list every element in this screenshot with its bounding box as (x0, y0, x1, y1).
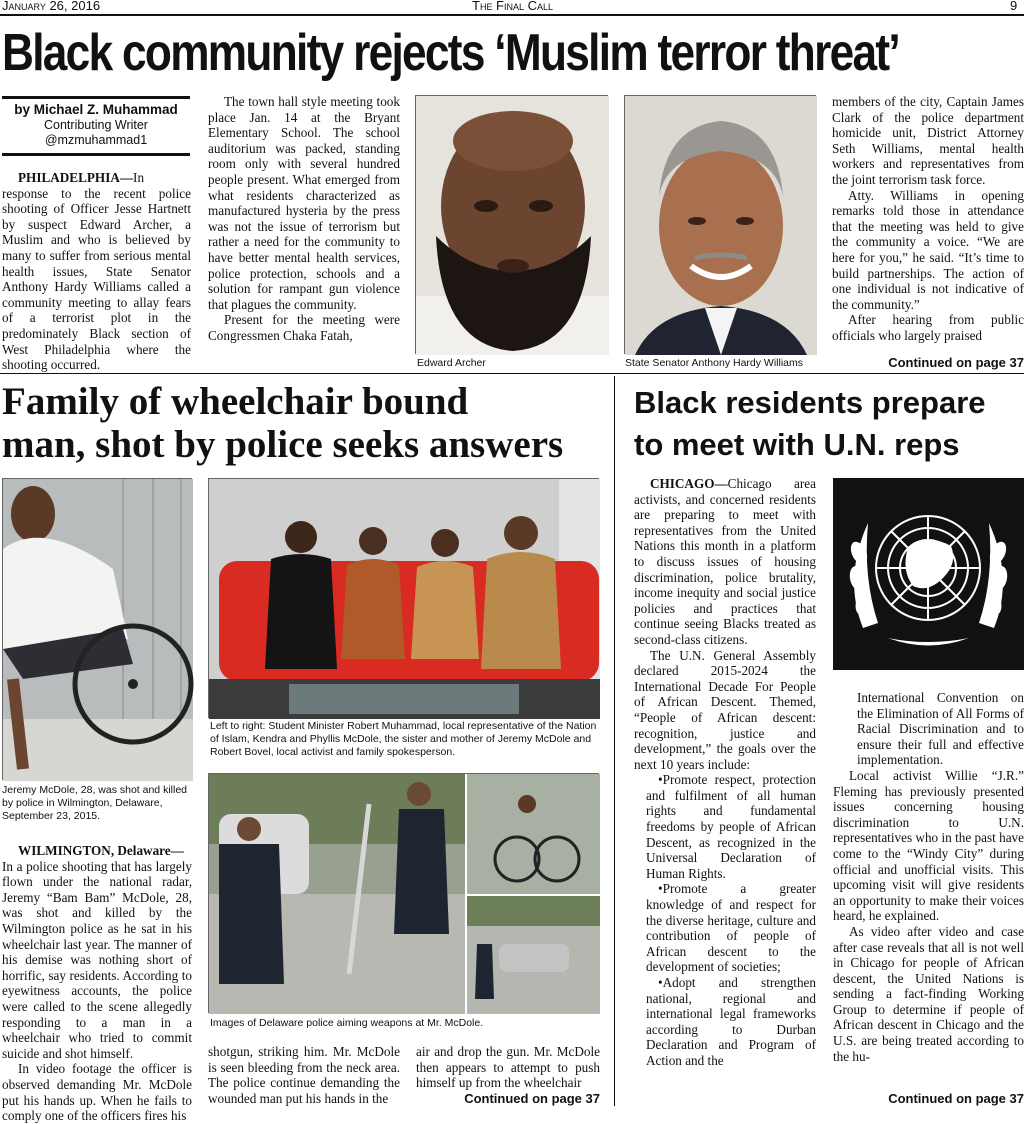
story3-column-1 (634, 476, 816, 1069)
story1-column-2 (208, 94, 400, 344)
police-stills-illustration (209, 774, 600, 1014)
byline-role: Contributing Writer (44, 118, 148, 132)
story1-continued-link[interactable]: Continued on page 37 (888, 355, 1024, 370)
headline-story3-line2: to meet with U.N. reps (634, 427, 960, 462)
story3-text-5: As video after video and case after case reveals that all is not well in Chicago for people of African descent, the United Nations is sending a fact-finding Working Group to determine if people of African descent in Chicago and the U.S. are being treated according to the hu- (833, 923, 1024, 1064)
story1-text-3a: members of the city, Captain James Clark of the police department homicide unit, District Attorney Seth Williams, mental health workers and representatives from the joint terrorism task force. (832, 94, 1024, 187)
story1-text-2: The town hall style meeting took place Jan. 14 at the Bryant Elementary School. The school auditorium was packed, standing room only with several hundred people present. What emerged from what residents characterized as manufactured hysteria by the press was not the issue of terrorism but rather a need for the community to have better mental health services, police protection, schools and a solution for rampant gun violence that plagues the community. (208, 94, 400, 312)
headline-story3-line1: Black residents prepare (634, 385, 986, 420)
story1-column-3 (832, 94, 1024, 344)
story3-bullet-3: •Adopt and strengthen national, regional and international legal frameworks according to Durban Declaration and Program of Action and the (646, 975, 816, 1068)
un-emblem-image (833, 478, 1024, 670)
story3-continued-link[interactable]: Continued on page 37 (888, 1091, 1024, 1106)
story3-bullet-2-text: Promote a greater knowledge of and respect for the diverse heritage, culture and contribution of people of African descent to the development of societies; (646, 881, 816, 975)
column-divider (614, 376, 615, 1106)
byline-rule-top (2, 96, 190, 99)
story2-text-2: shotgun, striking him. Mr. McDole is seen bleeding from the neck area. The police continue demanding the wounded man put his hands in the (208, 1044, 400, 1106)
un-emblem-icon (833, 478, 1024, 670)
mcdole-illustration (3, 479, 193, 781)
story3-text-2: The U.N. General Assembly declared 2015-2024 the International Decade For People of African Descent. Themed, “People of African descent: recognition, justice and development,” the goals over the next 10 years include: (634, 647, 816, 772)
byline-author: by Michael Z. Muhammad (14, 102, 178, 117)
headline-story2 (2, 380, 602, 466)
story2-text-1a: In a police shooting that has largely flown under the national radar, Jeremy “Bam Bam” McDole, 28, was shot and killed by the Wilmington police as he sat in his wheelchair last year. The manner of his demise was nothing short of horrific, say residents. According to eyewitness accounts, the police were called to the scene allegedly responding to a man in a wheelchair who tried to commit suicide and shot himself. (2, 858, 192, 1061)
story3-bullet-1: •Promote respect, protection and fulfilment of all human rights and fundamental freedoms by people of African Descent, as recognized in the Universal Declaration of Human Rights. (646, 772, 816, 881)
byline-rule-bottom (2, 153, 190, 156)
family-illustration (209, 479, 600, 719)
byline-handle: @mzmuhammad1 (44, 133, 148, 147)
dateline-wilmington: WILMINGTON, Delaware— (18, 843, 184, 858)
headline-story3 (634, 382, 1024, 466)
story2-text-1b: In video footage the officer is observed demanding Mr. McDole put his hands up. When he fails to comply one of the officers fires his (2, 1061, 192, 1124)
story1-text-2b: Present for the meeting were Congressmen Chaka Fatah, (208, 312, 400, 343)
photo-jeremy-mcdole (2, 478, 192, 780)
story2-continued-link[interactable]: Continued on page 37 (464, 1091, 600, 1106)
story2-column-1 (2, 843, 192, 1124)
story1-text-3b: Atty. Williams in opening remarks told those in attendance that the meeting was held to give the community a voice. “We are here for you,” he said. “It’s time to build partnerships. The action of one individual is not indicative of the community.” (832, 187, 1024, 312)
story3-column-2 (833, 690, 1024, 1064)
section-rule (0, 373, 1024, 374)
portrait-williams-illustration (625, 96, 817, 355)
photo-family (208, 478, 599, 718)
photo-edward-archer (415, 95, 608, 354)
story2-text-3: air and drop the gun. Mr. McDole then appears to attempt to push himself up from the wheelchair (416, 1044, 600, 1091)
headline-story1: Black community rejects ‘Muslim terror threat’ (2, 24, 899, 82)
story3-bullet-1-text: Promote respect, protection and fulfilment of all human rights and fundamental freedoms by people of African Descent, as recognized in the Universal Declaration of Human Rights. (646, 772, 816, 881)
photo-senator-williams (624, 95, 816, 354)
portrait-archer-illustration (416, 96, 609, 355)
caption-jeremy-mcdole: Jeremy McDole, 28, was shot and killed by police in Wilmington, Delaware, September 23, 2015. (2, 784, 187, 822)
caption-senator-williams: State Senator Anthony Hardy Williams (625, 357, 803, 369)
story3-bullet-3-text: Adopt and strengthen national, regional and international legal frameworks according to Durban Declaration and Program of Action and the (646, 975, 816, 1068)
issue-date: January 26, 2016 (2, 0, 101, 13)
paper-name: The Final Call (472, 0, 554, 13)
headline-story2-line2: man, shot by police seeks answers (2, 423, 564, 466)
byline-box (2, 102, 190, 148)
story3-text-3: International Convention on the Elimination of All Forms of Racial Discrimination and to ensure their full and effective implementation. (857, 690, 1024, 768)
page-number: 9 (1010, 0, 1018, 13)
story3-text-4: Local activist Willie “J.R.” Fleming has previously presented issues concerning housing discrimination to U.N. representatives who in the past have come to the “Windy City” during official and unofficial visits. This upcoming visit will give residents an opportunity to make their voices heard, he explained. (833, 767, 1024, 924)
top-rule (0, 14, 1024, 16)
story2-column-2 (208, 1044, 400, 1106)
story1-column-1 (2, 170, 191, 373)
headline-story2-line1: Family of wheelchair bound (2, 380, 469, 423)
story1-text-3c: After hearing from public officials who largely praised (832, 312, 1024, 343)
story3-bullet-2: •Promote a greater knowledge of and respect for the diverse heritage, culture and contribution of people of African descent to the development of societies; (646, 881, 816, 975)
caption-family: Left to right: Student Minister Robert Muhammad, local representative of the Nation of Islam, Kendra and Phyllis McDole, the sister and mother of Jeremy McDole and Robert Bovel, local activist and family spokesperson. (210, 720, 597, 758)
caption-police-stills: Images of Delaware police aiming weapons at Mr. McDole. (210, 1017, 484, 1029)
caption-edward-archer: Edward Archer (417, 357, 486, 369)
story1-text-1: In response to the recent police shooting of Officer Jesse Hartnett by suspect Edward Archer, a Muslim and who is believed by many to suffer from serious mental health issues, State Senator Anthony Hardy Williams called a community meeting to allay fears of a terrorist plot in the predominately Black section of West Philadelphia where the shooting occurred. (2, 170, 191, 373)
dateline-chicago: CHICAGO— (650, 476, 728, 491)
dateline-philadelphia: PHILADELPHIA— (18, 170, 134, 185)
story2-column-3 (416, 1044, 600, 1091)
photo-police-stills (208, 773, 599, 1013)
story3-text-1: Chicago area activists, and concerned residents are preparing to meet with representatives from the United Nations this month in a platform to discuss issues of housing discrimination, police brutality, income inequity and social justice policies and practices that continue seeing Blacks treated as second-class citizens. (634, 476, 816, 647)
